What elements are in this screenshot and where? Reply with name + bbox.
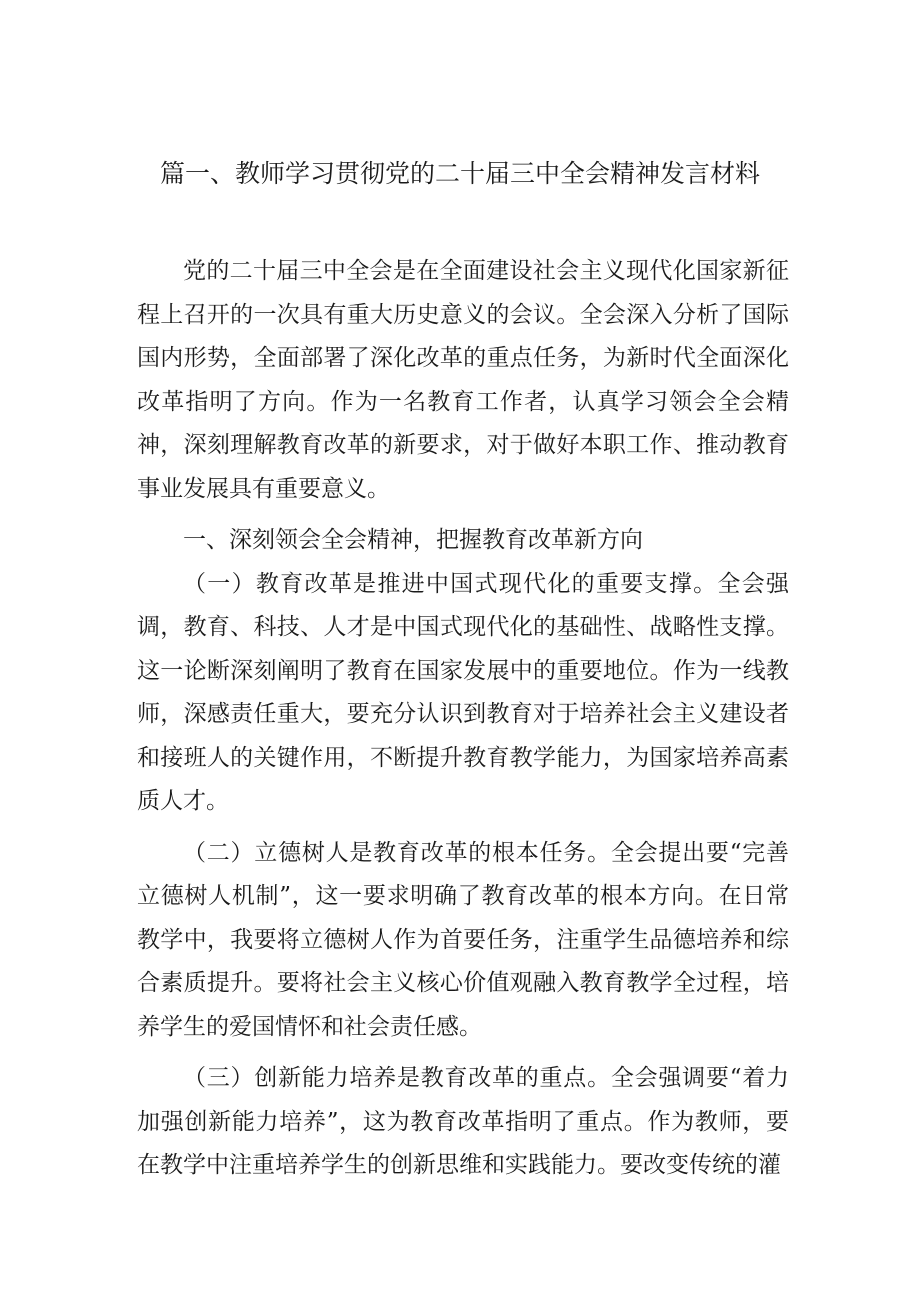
intro-paragraph: 党的二十届三中全会是在全面建设社会主义现代化国家新征程上召开的一次具有重大历史意义的会议。全会深入分析了国际国内形势，全面部署了深化改革的重点任务，为新时代全面深化改革指明了方向。作为一名教育工作者，认真学习领会全会精神，深刻理解教育改革的新要求，对于做好本职工作、推动教育事业发展具有重要意义。 [137,258,789,502]
document-body [137,250,789,1188]
document-title: 篇一、教师学习贯彻党的二十届三中全会精神发言材料 [159,159,760,188]
section-1-paragraph-1: （一）教育改革是推进中国式现代化的重要支撑。全会强调，教育、科技、人才是中国式现代化的基础性、战略性支撑。这一论断深刻阐明了教育在国家发展中的重要地位。作为一线教师，深感责任重大，要充分认识到教育对于培养社会主义建设者和接班人的关键作用，不断提升教育教学能力，为国家培养高素质人才。 [137,570,789,814]
section-1-paragraph-3: （三）创新能力培养是教育改革的重点。全会强调要“着力加强创新能力培养”，这为教育改革指明了重点。作为教师，要在教学中注重培养学生的创新思维和实践能力。要改变传统的灌 [137,1065,789,1178]
section-1-paragraph-2: （二）立德树人是教育改革的根本任务。全会提出要“完善立德树人机制”，这一要求明确了教育改革的根本方向。在日常教学中，我要将立德树人作为首要任务，注重学生品德培养和综合素质提升。要将社会主义核心价值观融入教育教学全过程，培养学生的爱国情怀和社会责任感。 [137,839,789,1040]
section-heading-1: 一、深刻领会全会精神，把握教育改革新方向 [183,527,643,553]
